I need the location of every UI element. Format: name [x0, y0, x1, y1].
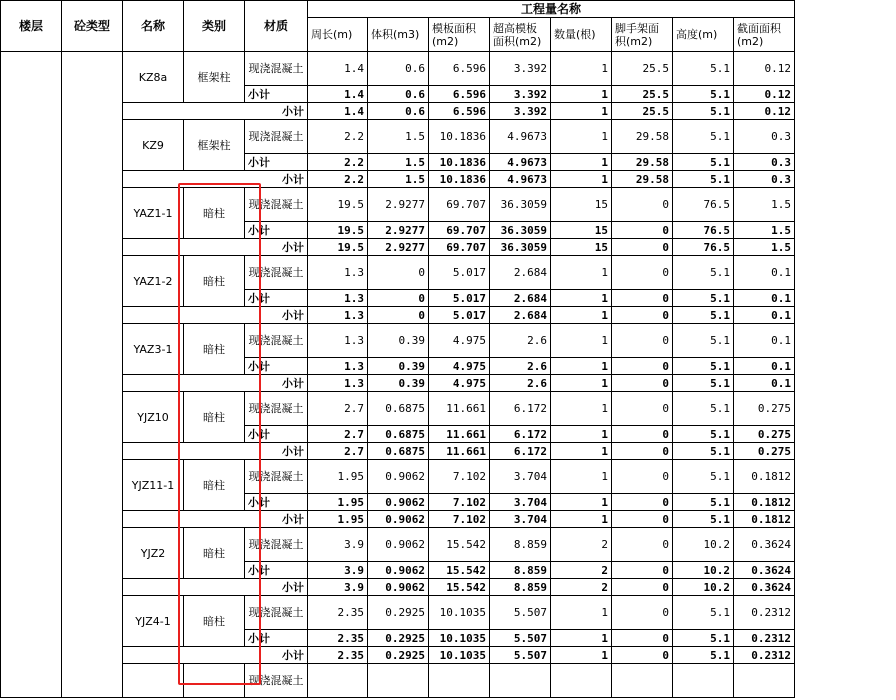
- subtotal-label[interactable]: 小计: [245, 630, 308, 647]
- total-over-formwork[interactable]: 3.704: [490, 511, 551, 528]
- total-label[interactable]: 小计: [123, 579, 308, 596]
- value-formwork[interactable]: [429, 664, 490, 698]
- total-volume[interactable]: 0: [368, 307, 429, 324]
- subtotal-perimeter[interactable]: 1.3: [308, 358, 368, 375]
- value-scaffold[interactable]: 0: [612, 392, 673, 426]
- total-perimeter[interactable]: 3.9: [308, 579, 368, 596]
- total-label[interactable]: 小计: [123, 103, 308, 120]
- value-perimeter[interactable]: 19.5: [308, 188, 368, 222]
- subtotal-count[interactable]: 1: [551, 290, 612, 307]
- total-volume[interactable]: 0.39: [368, 375, 429, 392]
- name-cell[interactable]: YAZ1-2: [123, 256, 184, 307]
- value-section[interactable]: 0.3: [734, 120, 795, 154]
- total-volume[interactable]: 1.5: [368, 171, 429, 188]
- subtotal-volume[interactable]: 0.2925: [368, 630, 429, 647]
- total-scaffold[interactable]: 0: [612, 375, 673, 392]
- total-perimeter[interactable]: 1.3: [308, 307, 368, 324]
- subtotal-scaffold[interactable]: 0: [612, 222, 673, 239]
- total-label[interactable]: 小计: [123, 511, 308, 528]
- subtotal-label[interactable]: 小计: [245, 222, 308, 239]
- value-formwork[interactable]: 10.1836: [429, 120, 490, 154]
- material-cell[interactable]: 现浇混凝土: [245, 52, 308, 86]
- subtotal-formwork[interactable]: 11.661: [429, 426, 490, 443]
- value-volume[interactable]: 0.9062: [368, 528, 429, 562]
- value-height[interactable]: 76.5: [673, 188, 734, 222]
- total-volume[interactable]: 0.6: [368, 103, 429, 120]
- subtotal-height[interactable]: 5.1: [673, 630, 734, 647]
- value-scaffold[interactable]: 0: [612, 596, 673, 630]
- value-count[interactable]: 2: [551, 528, 612, 562]
- value-volume[interactable]: 0.39: [368, 324, 429, 358]
- value-height[interactable]: 5.1: [673, 256, 734, 290]
- subtotal-volume[interactable]: 0.6: [368, 86, 429, 103]
- total-over-formwork[interactable]: 4.9673: [490, 171, 551, 188]
- header-col-over-formwork[interactable]: 超高模板面积(m2): [490, 18, 551, 52]
- value-volume[interactable]: 2.9277: [368, 188, 429, 222]
- subtotal-label[interactable]: 小计: [245, 426, 308, 443]
- subtotal-formwork[interactable]: 10.1836: [429, 154, 490, 171]
- total-formwork[interactable]: 4.975: [429, 375, 490, 392]
- value-height[interactable]: 5.1: [673, 52, 734, 86]
- floor-cell[interactable]: [1, 52, 62, 698]
- subtotal-volume[interactable]: 1.5: [368, 154, 429, 171]
- value-height[interactable]: [673, 664, 734, 698]
- value-height[interactable]: 5.1: [673, 120, 734, 154]
- subtotal-count[interactable]: 1: [551, 426, 612, 443]
- subtotal-section[interactable]: 0.1812: [734, 494, 795, 511]
- subtotal-formwork[interactable]: 4.975: [429, 358, 490, 375]
- material-cell[interactable]: 现浇混凝土: [245, 392, 308, 426]
- name-cell[interactable]: YAZ3-1: [123, 324, 184, 375]
- header-col-section[interactable]: 截面面积(m2): [734, 18, 795, 52]
- total-height[interactable]: 10.2: [673, 579, 734, 596]
- total-section[interactable]: 0.275: [734, 443, 795, 460]
- header-col-count[interactable]: 数量(根): [551, 18, 612, 52]
- subtotal-over-formwork[interactable]: 36.3059: [490, 222, 551, 239]
- name-cell[interactable]: YJZ2: [123, 528, 184, 579]
- total-perimeter[interactable]: 2.2: [308, 171, 368, 188]
- value-volume[interactable]: 0.6875: [368, 392, 429, 426]
- subtotal-height[interactable]: 5.1: [673, 290, 734, 307]
- subtotal-volume[interactable]: 0: [368, 290, 429, 307]
- header-col-perimeter[interactable]: 周长(m): [308, 18, 368, 52]
- value-height[interactable]: 5.1: [673, 324, 734, 358]
- value-count[interactable]: 1: [551, 120, 612, 154]
- value-perimeter[interactable]: 1.4: [308, 52, 368, 86]
- value-formwork[interactable]: 6.596: [429, 52, 490, 86]
- subtotal-label[interactable]: 小计: [245, 154, 308, 171]
- total-count[interactable]: 1: [551, 443, 612, 460]
- total-section[interactable]: 0.1: [734, 307, 795, 324]
- material-cell[interactable]: 现浇混凝土: [245, 120, 308, 154]
- value-formwork[interactable]: 4.975: [429, 324, 490, 358]
- concrete-type-cell[interactable]: [62, 52, 123, 698]
- subtotal-scaffold[interactable]: 29.58: [612, 154, 673, 171]
- subtotal-section[interactable]: 0.1: [734, 290, 795, 307]
- total-over-formwork[interactable]: 2.6: [490, 375, 551, 392]
- total-section[interactable]: 0.2312: [734, 647, 795, 664]
- material-cell[interactable]: 现浇混凝土: [245, 596, 308, 630]
- header-col-height[interactable]: 高度(m): [673, 18, 734, 52]
- total-count[interactable]: 1: [551, 307, 612, 324]
- total-section[interactable]: 0.1: [734, 375, 795, 392]
- value-formwork[interactable]: 10.1035: [429, 596, 490, 630]
- category-cell[interactable]: 框架柱: [184, 52, 245, 103]
- total-volume[interactable]: 2.9277: [368, 239, 429, 256]
- value-formwork[interactable]: 15.542: [429, 528, 490, 562]
- value-count[interactable]: 1: [551, 596, 612, 630]
- subtotal-perimeter[interactable]: 1.3: [308, 290, 368, 307]
- total-height[interactable]: 5.1: [673, 171, 734, 188]
- header-group-title[interactable]: 工程量名称: [308, 1, 795, 18]
- value-section[interactable]: 0.12: [734, 52, 795, 86]
- subtotal-over-formwork[interactable]: 3.392: [490, 86, 551, 103]
- material-cell[interactable]: 现浇混凝土: [245, 664, 308, 698]
- value-perimeter[interactable]: [308, 664, 368, 698]
- category-cell[interactable]: [184, 664, 245, 698]
- total-scaffold[interactable]: 0: [612, 239, 673, 256]
- subtotal-scaffold[interactable]: 0: [612, 426, 673, 443]
- category-cell[interactable]: 暗柱: [184, 256, 245, 307]
- category-cell[interactable]: 暗柱: [184, 528, 245, 579]
- total-scaffold[interactable]: 0: [612, 511, 673, 528]
- subtotal-count[interactable]: 1: [551, 358, 612, 375]
- subtotal-scaffold[interactable]: 25.5: [612, 86, 673, 103]
- subtotal-perimeter[interactable]: 2.2: [308, 154, 368, 171]
- value-scaffold[interactable]: 25.5: [612, 52, 673, 86]
- total-section[interactable]: 0.3624: [734, 579, 795, 596]
- subtotal-section[interactable]: 0.3: [734, 154, 795, 171]
- total-section[interactable]: 1.5: [734, 239, 795, 256]
- category-cell[interactable]: 暗柱: [184, 596, 245, 647]
- value-section[interactable]: 1.5: [734, 188, 795, 222]
- material-cell[interactable]: 现浇混凝土: [245, 188, 308, 222]
- value-perimeter[interactable]: 2.2: [308, 120, 368, 154]
- value-count[interactable]: 1: [551, 52, 612, 86]
- total-formwork[interactable]: 69.707: [429, 239, 490, 256]
- header-material[interactable]: 材质: [245, 1, 308, 52]
- total-volume[interactable]: 0.6875: [368, 443, 429, 460]
- value-formwork[interactable]: 7.102: [429, 460, 490, 494]
- category-cell[interactable]: 暗柱: [184, 392, 245, 443]
- total-height[interactable]: 5.1: [673, 103, 734, 120]
- header-floor[interactable]: 楼层: [1, 1, 62, 52]
- subtotal-section[interactable]: 1.5: [734, 222, 795, 239]
- subtotal-section[interactable]: 0.2312: [734, 630, 795, 647]
- subtotal-over-formwork[interactable]: 8.859: [490, 562, 551, 579]
- category-cell[interactable]: 暗柱: [184, 188, 245, 239]
- value-volume[interactable]: 0.9062: [368, 460, 429, 494]
- total-section[interactable]: 0.3: [734, 171, 795, 188]
- total-height[interactable]: 5.1: [673, 511, 734, 528]
- value-formwork[interactable]: 69.707: [429, 188, 490, 222]
- subtotal-section[interactable]: 0.3624: [734, 562, 795, 579]
- subtotal-perimeter[interactable]: 19.5: [308, 222, 368, 239]
- total-perimeter[interactable]: 2.35: [308, 647, 368, 664]
- value-count[interactable]: 1: [551, 460, 612, 494]
- value-section[interactable]: 0.1: [734, 256, 795, 290]
- value-scaffold[interactable]: 0: [612, 460, 673, 494]
- value-count[interactable]: [551, 664, 612, 698]
- value-scaffold[interactable]: [612, 664, 673, 698]
- category-cell[interactable]: 暗柱: [184, 324, 245, 375]
- total-volume[interactable]: 0.9062: [368, 511, 429, 528]
- header-col-formwork[interactable]: 模板面积(m2): [429, 18, 490, 52]
- total-label[interactable]: 小计: [123, 239, 308, 256]
- subtotal-formwork[interactable]: 10.1035: [429, 630, 490, 647]
- value-count[interactable]: 15: [551, 188, 612, 222]
- subtotal-label[interactable]: 小计: [245, 562, 308, 579]
- subtotal-section[interactable]: 0.12: [734, 86, 795, 103]
- total-formwork[interactable]: 6.596: [429, 103, 490, 120]
- total-over-formwork[interactable]: 36.3059: [490, 239, 551, 256]
- value-scaffold[interactable]: 0: [612, 188, 673, 222]
- value-count[interactable]: 1: [551, 324, 612, 358]
- subtotal-scaffold[interactable]: 0: [612, 562, 673, 579]
- total-height[interactable]: 5.1: [673, 307, 734, 324]
- value-volume[interactable]: 0.6: [368, 52, 429, 86]
- subtotal-volume[interactable]: 0.9062: [368, 562, 429, 579]
- subtotal-formwork[interactable]: 15.542: [429, 562, 490, 579]
- total-section[interactable]: 0.12: [734, 103, 795, 120]
- value-formwork[interactable]: 5.017: [429, 256, 490, 290]
- total-perimeter[interactable]: 19.5: [308, 239, 368, 256]
- value-scaffold[interactable]: 0: [612, 256, 673, 290]
- subtotal-label[interactable]: 小计: [245, 86, 308, 103]
- value-over-formwork[interactable]: 6.172: [490, 392, 551, 426]
- subtotal-perimeter[interactable]: 1.95: [308, 494, 368, 511]
- header-col-scaffold[interactable]: 脚手架面积(m2): [612, 18, 673, 52]
- value-height[interactable]: 5.1: [673, 460, 734, 494]
- value-scaffold[interactable]: 0: [612, 528, 673, 562]
- total-count[interactable]: 1: [551, 103, 612, 120]
- name-cell[interactable]: YJZ11-1: [123, 460, 184, 511]
- total-label[interactable]: 小计: [123, 443, 308, 460]
- subtotal-label[interactable]: 小计: [245, 494, 308, 511]
- value-formwork[interactable]: 11.661: [429, 392, 490, 426]
- subtotal-over-formwork[interactable]: 5.507: [490, 630, 551, 647]
- total-label[interactable]: 小计: [123, 171, 308, 188]
- value-over-formwork[interactable]: 2.684: [490, 256, 551, 290]
- category-cell[interactable]: 框架柱: [184, 120, 245, 171]
- total-over-formwork[interactable]: 6.172: [490, 443, 551, 460]
- name-cell[interactable]: YJZ4-1: [123, 596, 184, 647]
- header-col-volume[interactable]: 体积(m3): [368, 18, 429, 52]
- total-count[interactable]: 15: [551, 239, 612, 256]
- value-perimeter[interactable]: 1.3: [308, 256, 368, 290]
- value-over-formwork[interactable]: 36.3059: [490, 188, 551, 222]
- total-scaffold[interactable]: 0: [612, 647, 673, 664]
- subtotal-volume[interactable]: 0.6875: [368, 426, 429, 443]
- value-over-formwork[interactable]: 3.704: [490, 460, 551, 494]
- value-perimeter[interactable]: 3.9: [308, 528, 368, 562]
- header-name[interactable]: 名称: [123, 1, 184, 52]
- total-label[interactable]: 小计: [123, 375, 308, 392]
- subtotal-height[interactable]: 5.1: [673, 154, 734, 171]
- subtotal-section[interactable]: 0.275: [734, 426, 795, 443]
- subtotal-perimeter[interactable]: 1.4: [308, 86, 368, 103]
- subtotal-perimeter[interactable]: 2.35: [308, 630, 368, 647]
- subtotal-over-formwork[interactable]: 2.684: [490, 290, 551, 307]
- subtotal-over-formwork[interactable]: 6.172: [490, 426, 551, 443]
- value-count[interactable]: 1: [551, 256, 612, 290]
- total-perimeter[interactable]: 1.95: [308, 511, 368, 528]
- subtotal-volume[interactable]: 0.39: [368, 358, 429, 375]
- total-height[interactable]: 5.1: [673, 375, 734, 392]
- name-cell[interactable]: YJZ10: [123, 392, 184, 443]
- total-volume[interactable]: 0.9062: [368, 579, 429, 596]
- value-over-formwork[interactable]: 8.859: [490, 528, 551, 562]
- subtotal-volume[interactable]: 2.9277: [368, 222, 429, 239]
- subtotal-scaffold[interactable]: 0: [612, 290, 673, 307]
- subtotal-perimeter[interactable]: 3.9: [308, 562, 368, 579]
- value-over-formwork[interactable]: 5.507: [490, 596, 551, 630]
- total-formwork[interactable]: 7.102: [429, 511, 490, 528]
- total-count[interactable]: 2: [551, 579, 612, 596]
- header-category[interactable]: 类别: [184, 1, 245, 52]
- total-over-formwork[interactable]: 3.392: [490, 103, 551, 120]
- subtotal-over-formwork[interactable]: 4.9673: [490, 154, 551, 171]
- total-volume[interactable]: 0.2925: [368, 647, 429, 664]
- total-over-formwork[interactable]: 5.507: [490, 647, 551, 664]
- subtotal-count[interactable]: 15: [551, 222, 612, 239]
- subtotal-scaffold[interactable]: 0: [612, 630, 673, 647]
- name-cell[interactable]: KZ8a: [123, 52, 184, 103]
- value-scaffold[interactable]: 0: [612, 324, 673, 358]
- value-volume[interactable]: [368, 664, 429, 698]
- value-count[interactable]: 1: [551, 392, 612, 426]
- total-scaffold[interactable]: 29.58: [612, 171, 673, 188]
- material-cell[interactable]: 现浇混凝土: [245, 256, 308, 290]
- total-perimeter[interactable]: 1.4: [308, 103, 368, 120]
- subtotal-count[interactable]: 2: [551, 562, 612, 579]
- subtotal-formwork[interactable]: 7.102: [429, 494, 490, 511]
- subtotal-height[interactable]: 5.1: [673, 426, 734, 443]
- total-over-formwork[interactable]: 2.684: [490, 307, 551, 324]
- subtotal-count[interactable]: 1: [551, 154, 612, 171]
- subtotal-label[interactable]: 小计: [245, 290, 308, 307]
- subtotal-count[interactable]: 1: [551, 86, 612, 103]
- value-section[interactable]: 0.1: [734, 324, 795, 358]
- subtotal-formwork[interactable]: 69.707: [429, 222, 490, 239]
- subtotal-scaffold[interactable]: 0: [612, 494, 673, 511]
- value-volume[interactable]: 1.5: [368, 120, 429, 154]
- total-perimeter[interactable]: 2.7: [308, 443, 368, 460]
- value-height[interactable]: 10.2: [673, 528, 734, 562]
- subtotal-section[interactable]: 0.1: [734, 358, 795, 375]
- total-perimeter[interactable]: 1.3: [308, 375, 368, 392]
- value-over-formwork[interactable]: 4.9673: [490, 120, 551, 154]
- value-section[interactable]: 0.1812: [734, 460, 795, 494]
- subtotal-formwork[interactable]: 6.596: [429, 86, 490, 103]
- value-height[interactable]: 5.1: [673, 596, 734, 630]
- subtotal-height[interactable]: 5.1: [673, 358, 734, 375]
- category-cell[interactable]: 暗柱: [184, 460, 245, 511]
- total-formwork[interactable]: 11.661: [429, 443, 490, 460]
- subtotal-volume[interactable]: 0.9062: [368, 494, 429, 511]
- total-count[interactable]: 1: [551, 171, 612, 188]
- value-section[interactable]: [734, 664, 795, 698]
- subtotal-height[interactable]: 5.1: [673, 494, 734, 511]
- name-cell[interactable]: KZ9: [123, 120, 184, 171]
- total-scaffold[interactable]: 25.5: [612, 103, 673, 120]
- total-section[interactable]: 0.1812: [734, 511, 795, 528]
- value-perimeter[interactable]: 1.95: [308, 460, 368, 494]
- value-perimeter[interactable]: 1.3: [308, 324, 368, 358]
- total-formwork[interactable]: 10.1035: [429, 647, 490, 664]
- value-perimeter[interactable]: 2.35: [308, 596, 368, 630]
- total-over-formwork[interactable]: 8.859: [490, 579, 551, 596]
- material-cell[interactable]: 现浇混凝土: [245, 324, 308, 358]
- subtotal-count[interactable]: 1: [551, 630, 612, 647]
- value-section[interactable]: 0.275: [734, 392, 795, 426]
- table-row: [1, 52, 795, 86]
- subtotal-height[interactable]: 5.1: [673, 86, 734, 103]
- subtotal-count[interactable]: 1: [551, 494, 612, 511]
- subtotal-over-formwork[interactable]: 3.704: [490, 494, 551, 511]
- material-cell[interactable]: 现浇混凝土: [245, 460, 308, 494]
- value-height[interactable]: 5.1: [673, 392, 734, 426]
- value-over-formwork[interactable]: 2.6: [490, 324, 551, 358]
- subtotal-height[interactable]: 10.2: [673, 562, 734, 579]
- total-scaffold[interactable]: 0: [612, 579, 673, 596]
- name-cell[interactable]: [123, 664, 184, 698]
- value-section[interactable]: 0.3624: [734, 528, 795, 562]
- value-volume[interactable]: 0.2925: [368, 596, 429, 630]
- total-scaffold[interactable]: 0: [612, 307, 673, 324]
- total-formwork[interactable]: 15.542: [429, 579, 490, 596]
- total-count[interactable]: 1: [551, 647, 612, 664]
- total-count[interactable]: 1: [551, 511, 612, 528]
- total-label[interactable]: 小计: [123, 307, 308, 324]
- total-height[interactable]: 5.1: [673, 647, 734, 664]
- subtotal-height[interactable]: 76.5: [673, 222, 734, 239]
- total-formwork[interactable]: 5.017: [429, 307, 490, 324]
- name-cell[interactable]: YAZ1-1: [123, 188, 184, 239]
- value-over-formwork[interactable]: [490, 664, 551, 698]
- value-over-formwork[interactable]: 3.392: [490, 52, 551, 86]
- value-scaffold[interactable]: 29.58: [612, 120, 673, 154]
- subtotal-label[interactable]: 小计: [245, 358, 308, 375]
- value-section[interactable]: 0.2312: [734, 596, 795, 630]
- total-count[interactable]: 1: [551, 375, 612, 392]
- total-height[interactable]: 5.1: [673, 443, 734, 460]
- value-volume[interactable]: 0: [368, 256, 429, 290]
- value-perimeter[interactable]: 2.7: [308, 392, 368, 426]
- material-cell[interactable]: 现浇混凝土: [245, 528, 308, 562]
- total-height[interactable]: 76.5: [673, 239, 734, 256]
- total-formwork[interactable]: 10.1836: [429, 171, 490, 188]
- total-scaffold[interactable]: 0: [612, 443, 673, 460]
- subtotal-scaffold[interactable]: 0: [612, 358, 673, 375]
- total-label[interactable]: 小计: [123, 647, 308, 664]
- subtotal-over-formwork[interactable]: 2.6: [490, 358, 551, 375]
- header-concrete-type[interactable]: 砼类型: [62, 1, 123, 52]
- subtotal-perimeter[interactable]: 2.7: [308, 426, 368, 443]
- subtotal-formwork[interactable]: 5.017: [429, 290, 490, 307]
